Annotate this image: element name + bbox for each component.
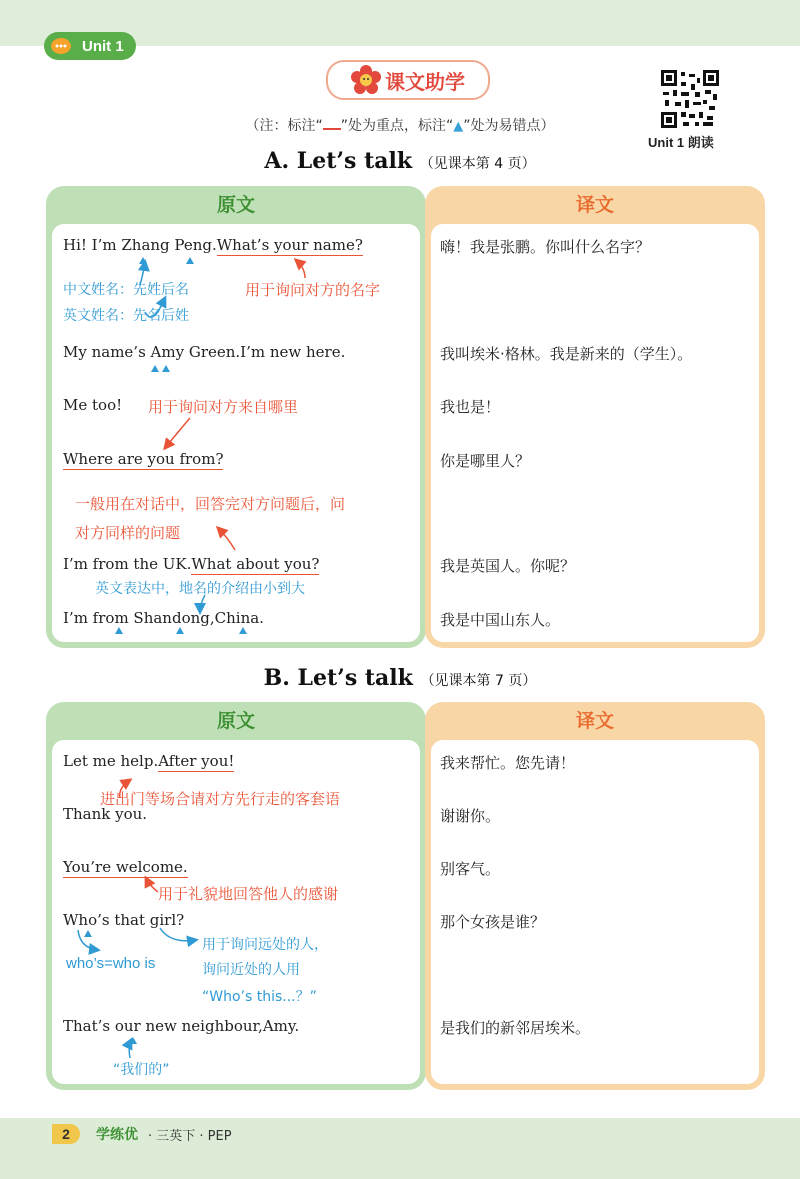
- annotation-after-you: 进出门等场合请对方先行走的客套语: [100, 790, 341, 808]
- annotation-cn-name: 中文姓名：先姓后名: [63, 282, 189, 298]
- section-b-title: B. Let’s talk （见课本第 7 页）: [263, 665, 537, 691]
- section-a-ref: （见课本第 4 页）: [419, 156, 536, 172]
- dialogue-line: Me too!: [63, 396, 123, 414]
- section-a-title: A. Let’s talk （见课本第 4 页）: [264, 148, 536, 174]
- translation-line: 我是英国人。你呢？: [440, 557, 576, 575]
- legend-note: （注：标注“ ”处为重点，标注“▲”处为易错点）: [245, 118, 555, 134]
- dialogue-line: Hi! I’m Zhang Peng.What’s your name?: [63, 236, 363, 254]
- section-a-original-header: 原文: [216, 194, 255, 216]
- annotation-place-order: 英文表达中，地名的介绍由小到大: [95, 581, 305, 597]
- section-a-translation-body: [431, 224, 759, 642]
- section-b-ref: （见课本第 7 页）: [420, 673, 537, 689]
- unit-tab-label: Unit 1: [82, 37, 124, 55]
- annotation-welcome: 用于礼貌地回答他人的感谢: [158, 885, 339, 903]
- flower-icon: [351, 65, 381, 95]
- translation-line: 嗨！我是张鹏。你叫什么名字？: [440, 238, 651, 256]
- translation-line: 你是哪里人？: [440, 452, 531, 470]
- section-b-original-header: 原文: [216, 710, 255, 732]
- chat-bubble-icon: [50, 37, 72, 55]
- annotation-ask-name: 用于询问对方的名字: [245, 281, 381, 299]
- footer-brand: 学练优: [96, 1127, 138, 1143]
- annotation-whos-eq: who’s=who is: [66, 955, 156, 972]
- dialogue-line: Let me help.After you!: [63, 752, 235, 770]
- annotation-what-about-2: 对方同样的问题: [75, 524, 181, 542]
- qr-code[interactable]: [661, 70, 719, 128]
- page-number: 2: [52, 1124, 80, 1144]
- section-b-translation-header: 译文: [575, 710, 614, 732]
- banner-title: 课文助学: [385, 69, 465, 94]
- translation-line: 我是中国山东人。: [440, 611, 561, 629]
- translation-line: 别客气。: [440, 860, 501, 878]
- translation-line: 我也是！: [440, 398, 501, 416]
- annotation-far-1: 用于询问远处的人，: [202, 937, 328, 953]
- dialogue-line: My name’s Amy Green.I’m new here.: [63, 343, 346, 361]
- dialogue-line: I’m from the UK.What about you?: [63, 555, 320, 573]
- dialogue-line: That’s our new neighbour,Amy.: [63, 1017, 300, 1035]
- dialogue-line: Thank you.: [63, 805, 148, 823]
- section-a-translation-header: 译文: [575, 194, 614, 216]
- error-prone-triangle-icon: ▲: [453, 119, 464, 134]
- translation-line: 谢谢你。: [440, 807, 501, 825]
- unit-tab: [44, 32, 136, 60]
- annotation-en-name: 英文姓名：先名后姓: [63, 308, 189, 324]
- translation-line: 那个女孩是谁？: [440, 913, 546, 931]
- dialogue-line: You’re welcome.: [63, 858, 188, 876]
- translation-line: 我叫埃米·格林。我是新来的（学生）。: [440, 345, 693, 363]
- lesson-banner: [326, 60, 490, 100]
- footer-sub: · 三英下 · PEP: [148, 1129, 232, 1144]
- translation-line: 我来帮忙。您先请！: [440, 754, 576, 772]
- dialogue-line: Where are you from?: [63, 450, 224, 468]
- translation-line: 是我们的新邻居埃米。: [440, 1019, 591, 1037]
- annotation-our: “我们的”: [113, 1062, 170, 1078]
- annotation-far-3: “Who’s this...？”: [202, 989, 317, 1005]
- key-point-mark: [323, 116, 341, 130]
- annotation-far-2: 询问近处的人用: [202, 962, 300, 978]
- dialogue-line: I’m from Shandong,China.: [63, 609, 264, 627]
- dialogue-line: Who’s that girl?: [63, 911, 185, 929]
- annotation-what-about-1: 一般用在对话中，回答完对方问题后，问: [75, 495, 346, 513]
- qr-label: Unit 1 朗读: [648, 135, 714, 150]
- annotation-ask-from: 用于询问对方来自哪里: [148, 398, 299, 416]
